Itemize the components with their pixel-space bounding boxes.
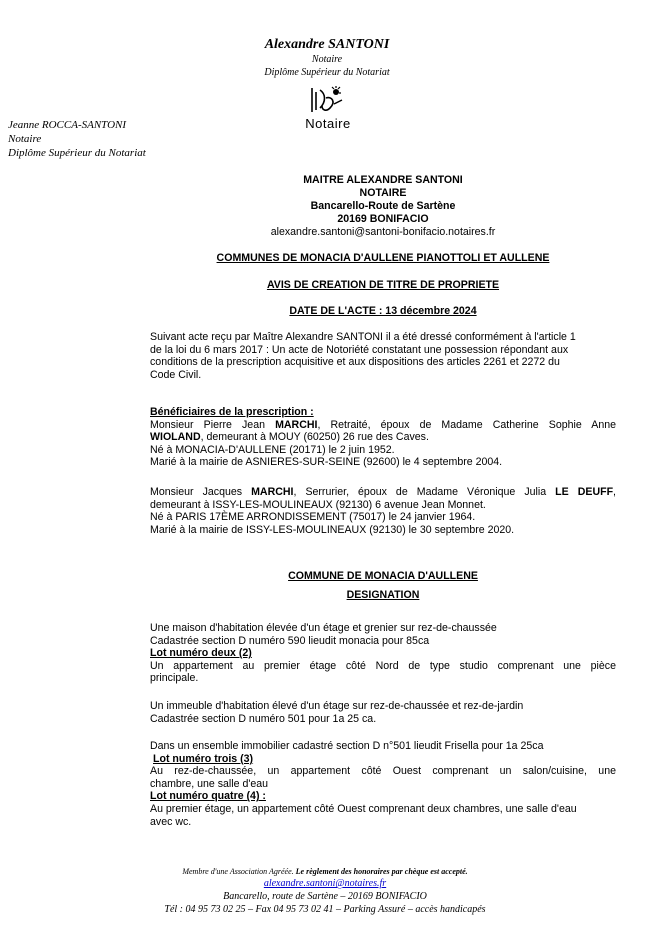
surname: LE DEUFF (555, 486, 614, 498)
text-run: , (613, 486, 616, 498)
footer-membership (130, 866, 520, 877)
logo-text: Notaire (305, 116, 351, 131)
footer-email-link[interactable]: alexandre.santoni@notaires.fr (263, 878, 387, 889)
surname: MARCHI (275, 418, 318, 431)
office-email: alexandre.santoni@santoni-bonifacio.notaires.fr (270, 225, 496, 238)
designation-ensemble (150, 740, 616, 828)
designation-line: Dans un ensemble immobilier cadastré section D n°501 lieudit Frisella pour 1a 25ca (150, 740, 544, 752)
beneficiary-1-line (150, 431, 616, 444)
text-run: Monsieur Jacques (150, 486, 252, 498)
lot-2-heading: Lot numéro deux (2) (150, 647, 252, 660)
associate-role: Notaire (8, 133, 42, 145)
intro-line: de la loi du 6 mars 2017 : Un acte de Notoriété constatant une possession répondant aux (150, 343, 569, 356)
designation-line: Un immeuble d'habitation élevé d'un étage sur rez-de-chaussée et rez-de-jardin (150, 700, 524, 712)
heading-communes: COMMUNES DE MONACIA D'AULLENE PIANOTTOLI ET AULLENE (216, 252, 550, 264)
beneficiaries-section (150, 406, 616, 469)
surname: WIOLAND (150, 431, 201, 444)
notary-role: Notaire (311, 54, 343, 65)
beneficiary-2-address: demeurant à ISSY-LES-MOULINEAUX (92130) 6 avenue Jean Monnet. (150, 498, 486, 511)
designation-line: Cadastrée section D numéro 590 lieudit monacia pour 85ca (150, 634, 430, 647)
notary-name: Alexandre SANTONI (264, 37, 390, 52)
surname: MARCHI (251, 486, 294, 498)
notaire-logo (296, 84, 360, 134)
office-address-street: Bancarello-Route de Sartène (310, 199, 456, 212)
beneficiaries-heading: Bénéficiaires de la prescription : (150, 406, 314, 418)
beneficiary-1-marriage: Marié à la mairie de ASNIERES-SUR-SEINE (92600) le 4 septembre 2004. (150, 456, 503, 469)
office-address-city: 20169 BONIFACIO (337, 212, 429, 225)
designation-section (150, 622, 616, 685)
footer (130, 866, 520, 916)
lot-3-line: chambre, une salle d'eau (150, 777, 269, 790)
footer-email[interactable] (130, 877, 520, 890)
associate-diploma: Diplôme Supérieur du Notariat (8, 147, 146, 159)
intro-paragraph (150, 331, 616, 381)
beneficiary-1-birth: Né à MONACIA-D'AULLENE (20171) le 2 juin 1952. (150, 443, 395, 456)
heading-designation: DESIGNATION (346, 589, 420, 601)
associate-block (8, 118, 146, 160)
designation-line: Cadastrée section D numéro 501 pour 1a 25 ca. (150, 712, 377, 725)
designation-line: Une maison d'habitation élevée d'un étage et grenier sur rez-de-chaussée (150, 622, 497, 634)
intro-line: Suivant acte reçu par Maître Alexandre SANTONI il a été dressé conformément à l'article 1 (150, 331, 576, 343)
intro-line: Code Civil. (150, 368, 202, 381)
lot-2-line: Un appartement au premier étage côté Nord de type studio comprenant une pièce (150, 659, 616, 672)
associate-name: Jeanne ROCCA-SANTONI (8, 119, 127, 131)
lot-4-line: Au premier étage, un appartement côté Ouest comprenant deux chambres, une salle d'eau (150, 802, 577, 815)
beneficiary-2-marriage: Marié à la mairie de ISSY-LES-MOULINEAUX (92130) le 30 septembre 2020. (150, 523, 515, 536)
text-run: Membre d'une Association Agréée. (182, 867, 296, 876)
office-title: MAITRE ALEXANDRE SANTONI (303, 174, 463, 186)
beneficiary-2 (150, 486, 616, 536)
lot-2-line: principale. (150, 672, 199, 685)
lot-3-heading: Lot numéro trois (3) (153, 752, 254, 765)
intro-line: conditions de la prescription acquisitive et aux dispositions des articles 2261 et 2272 du (150, 356, 560, 369)
notary-diploma: Diplôme Supérieur du Notariat (264, 67, 390, 78)
beneficiary-2-birth: Né à PARIS 17ÈME ARRONDISSEMENT (75017) le 24 janvier 1964. (150, 511, 476, 524)
footer-address: Bancarello, route de Sartène – 20169 BONIFACIO (223, 891, 427, 902)
lot-4-heading: Lot numéro quatre (4) : (150, 790, 266, 803)
notary-header (216, 36, 438, 79)
text-run: Monsieur Pierre Jean (150, 418, 276, 431)
office-block (210, 174, 556, 239)
lot-4-line: avec wc. (150, 815, 192, 828)
beneficiary-2-line (150, 486, 616, 499)
lot-3-line: Au rez-de-chaussée, un appartement côté Ouest comprenant un salon/cuisine, une (150, 765, 616, 778)
text-run: , Retraité, époux de Madame Catherine Sophie Anne (317, 418, 616, 431)
notaire-emblem-icon (296, 84, 360, 116)
heading-avis: AVIS DE CREATION DE TITRE DE PROPRIETE (266, 279, 500, 291)
heading-date: DATE DE L'ACTE : 13 décembre 2024 (289, 305, 477, 317)
beneficiary-1-line (150, 419, 616, 432)
text-run: Le règlement des honoraires par chèque est accepté. (295, 867, 468, 876)
heading-commune: COMMUNE DE MONACIA D'AULLENE (288, 570, 478, 582)
office-role: NOTAIRE (359, 186, 407, 199)
footer-contact: Tél : 04 95 73 02 25 – Fax 04 95 73 02 41 – Parking Assuré – accès handicapés (164, 904, 486, 915)
text-run: , Serrurier, époux de Madame Véronique Julia (293, 486, 556, 498)
text-run: , demeurant à MOUY (60250) 26 rue des Caves. (200, 431, 429, 444)
designation-building (150, 700, 616, 725)
